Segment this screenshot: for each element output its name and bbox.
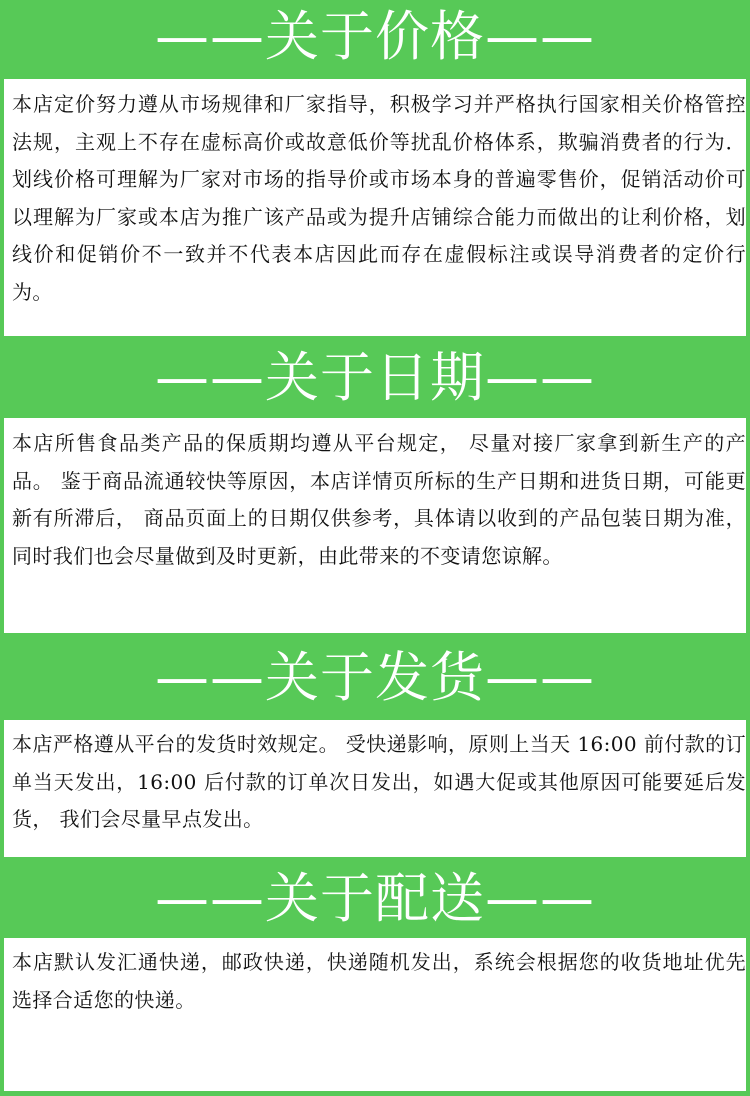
section-title-price: ——关于价格—— — [155, 5, 595, 68]
section-panel-date — [4, 418, 746, 633]
section-title-date: ——关于日期—— — [155, 346, 595, 409]
section-body-date: 本店所售食品类产品的保质期均遵从平台规定， 尽量对接厂家拿到新生产的产品。 鉴于商品流通较快等原因，本店详情页所标的生产日期和进货日期，可能更新有所滞后， 商品页面上的日期仅供参考，具体请以收到的产品包装日期为准， 同时我们也会尽量做到及时更新，由此带来的不变请您谅解。 — [12, 431, 746, 568]
section-title-shipping: ——关于发货—— — [155, 646, 595, 709]
section-body-delivery: 本店默认发汇通快递，邮政快递，快递随机发出，系统会根据您的收货地址优先选择合适您的快递。 — [12, 950, 746, 1012]
section-panel-shipping — [4, 720, 746, 857]
section-body-shipping: 本店严格遵从平台的发货时效规定。 受快递影响，原则上当天 16:00 前付款的订单当天发出，16:00 后付款的订单次日发出，如遇大促或其他原因可能要延后发货， 我们会尽量早点发出。 — [12, 732, 746, 832]
section-title-delivery: ——关于配送—— — [155, 867, 595, 930]
section-panel-delivery — [4, 938, 746, 1091]
section-panel-price — [4, 79, 746, 336]
section-body-price: 本店定价努力遵从市场规律和厂家指导，积极学习并严格执行国家相关价格管控法规，主观上不存在虚标高价或故意低价等扰乱价格体系，欺骗消费者的行为．划线价格可理解为厂家对市场的指导价或市场本身的普遍零售价，促销活动价可以理解为厂家或本店为推广该产品或为提升店铺综合能力而做出的让利价格，划线价和促销价不一致并不代表本店因此而存在虚假标注或误导消费者的定价行为。 — [12, 92, 746, 304]
